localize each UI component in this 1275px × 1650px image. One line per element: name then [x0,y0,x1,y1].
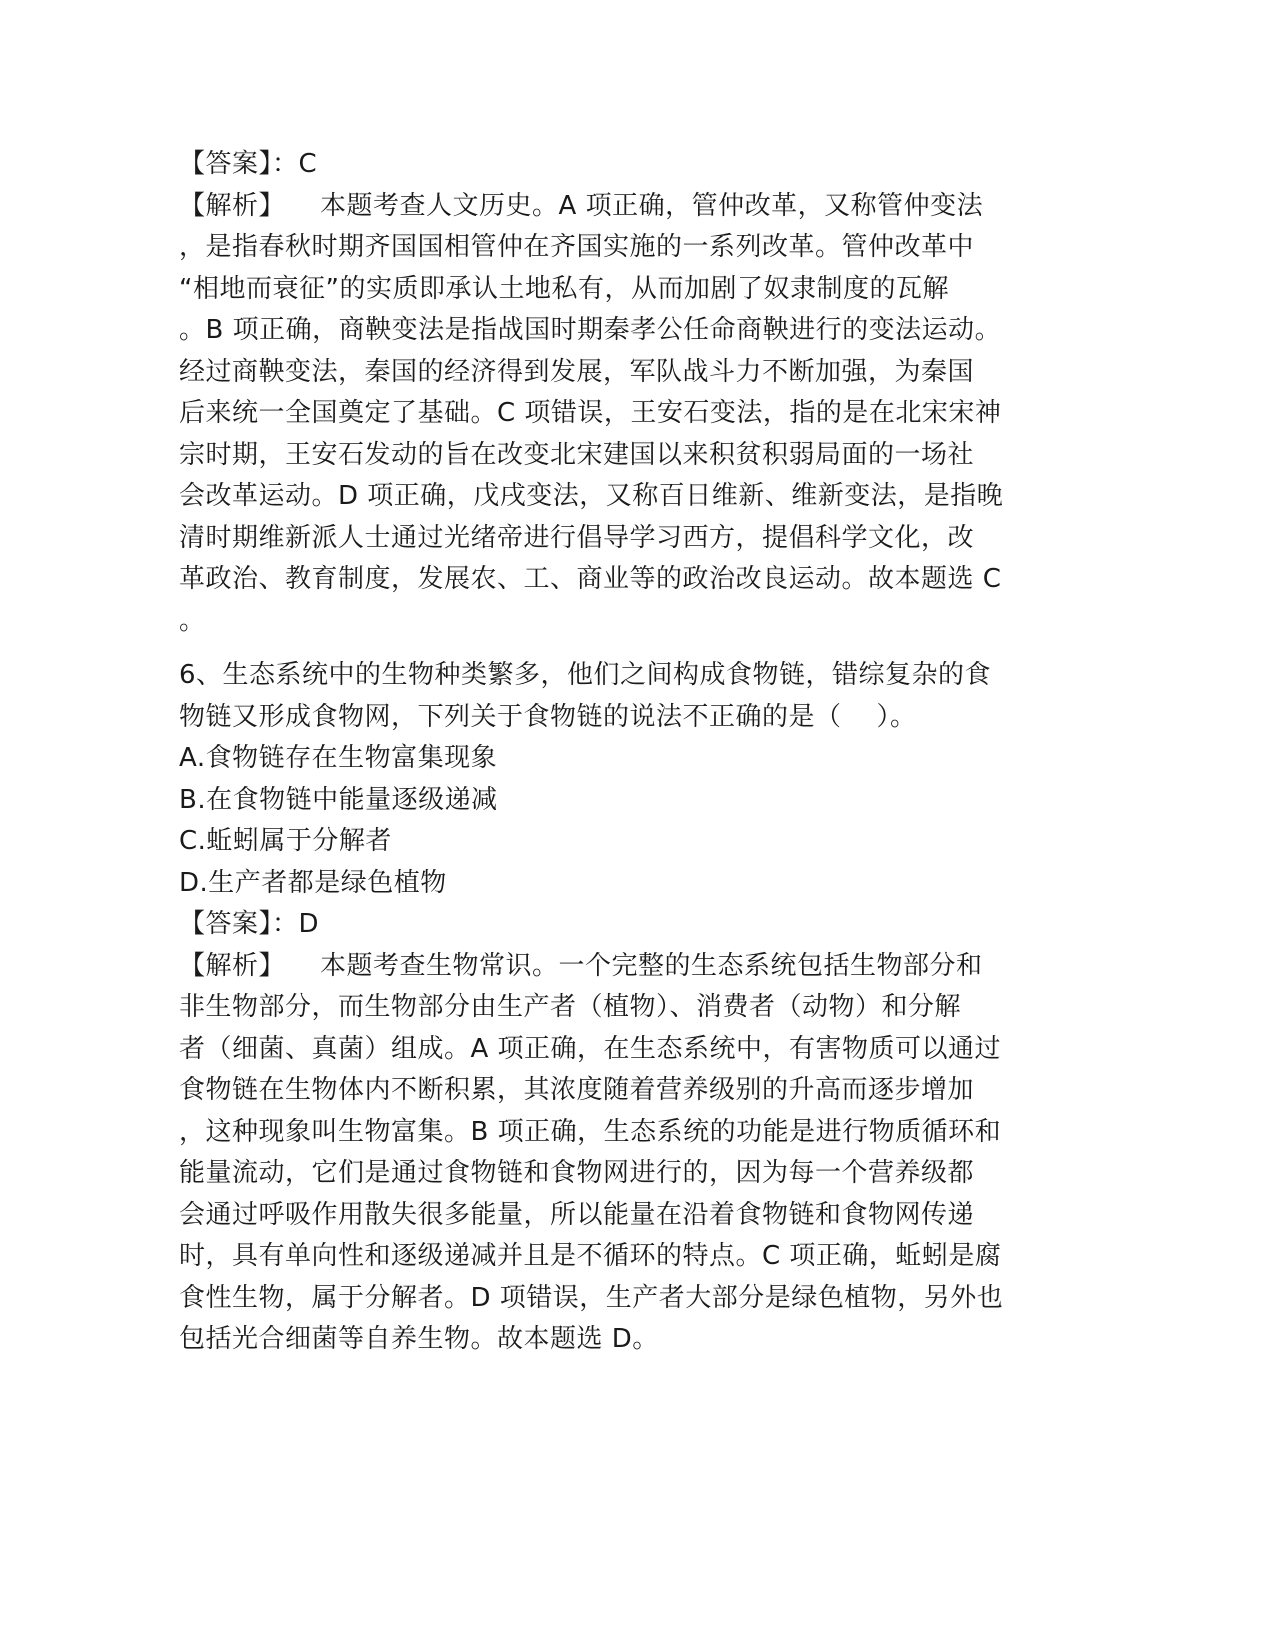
analysis-line: ，这种现象叫生物富集。B 项正确，生态系统的功能是进行物质循环和 [179,1117,1002,1147]
option-d: D.生产者都是绿色植物 [179,868,447,898]
analysis-line: 宗时期，王安石发动的旨在改变北宋建国以来积贫积弱局面的一场社 [179,440,975,470]
analysis-line: 【解析】 本题考查生物常识。一个完整的生态系统包括生物部分和 [179,951,983,981]
option-a: A.食物链存在生物富集现象 [179,743,498,773]
analysis-line: “相地而衰征”的实质即承认土地私有，从而加剧了奴隶制度的瓦解 [179,274,949,304]
analysis-line: 非生物部分，而生物部分由生产者（植物）、消费者（动物）和分解 [179,992,962,1022]
analysis-line: 革政治、教育制度，发展农、工、商业等的政治改良运动。故本题选 C [179,564,1002,594]
analysis-line: 食性生物，属于分解者。D 项错误，生产者大部分是绿色植物，另外也 [179,1283,1004,1313]
analysis-line: 包括光合细菌等自养生物。故本题选 D。 [179,1324,659,1354]
option-c: C.蚯蚓属于分解者 [179,826,392,856]
analysis-line: 【解析】 本题考查人文历史。A 项正确，管仲改革，又称管仲变法 [179,191,984,221]
question-stem-line: 物链又形成食物网，下列关于食物链的说法不正确的是（ ）。 [179,702,917,732]
analysis-line: 会改革运动。D 项正确，戊戌变法，又称百日维新、维新变法，是指晚 [179,481,1004,511]
analysis-line: 经过商鞅变法，秦国的经济得到发展，军队战斗力不断加强，为秦国 [179,357,975,387]
analysis-line: 者（细菌、真菌）组成。A 项正确，在生态系统中，有害物质可以通过 [179,1034,1002,1064]
analysis-line: 能量流动，它们是通过食物链和食物网进行的，因为每一个营养级都 [179,1158,975,1188]
answer-label: 【答案】：D [179,909,320,939]
analysis-line: 会通过呼吸作用散失很多能量，所以能量在沿着食物链和食物网传递 [179,1200,975,1230]
analysis-line: 食物链在生物体内不断积累，其浓度随着营养级别的升高而逐步增加 [179,1075,975,1105]
answer-label: 【答案】：C [179,149,318,179]
analysis-line: ，是指春秋时期齐国国相管仲在齐国实施的一系列改革。管仲改革中 [179,232,975,262]
analysis-line: 时，具有单向性和逐级递减并且是不循环的特点。C 项正确，蚯蚓是腐 [179,1241,1002,1271]
analysis-line: 后来统一全国奠定了基础。C 项错误，王安石变法，指的是在北宋宋神 [179,398,1002,428]
analysis-line: 。 [179,606,206,636]
question-stem-line: 6、生态系统中的生物种类繁多，他们之间构成食物链，错综复杂的食 [179,660,992,690]
option-b: B.在食物链中能量逐级递减 [179,785,498,815]
analysis-line: 清时期维新派人士通过光绪帝进行倡导学习西方，提倡科学文化，改 [179,523,975,553]
analysis-line: 。B 项正确，商鞅变法是指战国时期秦孝公任命商鞅进行的变法运动。 [179,315,1002,345]
